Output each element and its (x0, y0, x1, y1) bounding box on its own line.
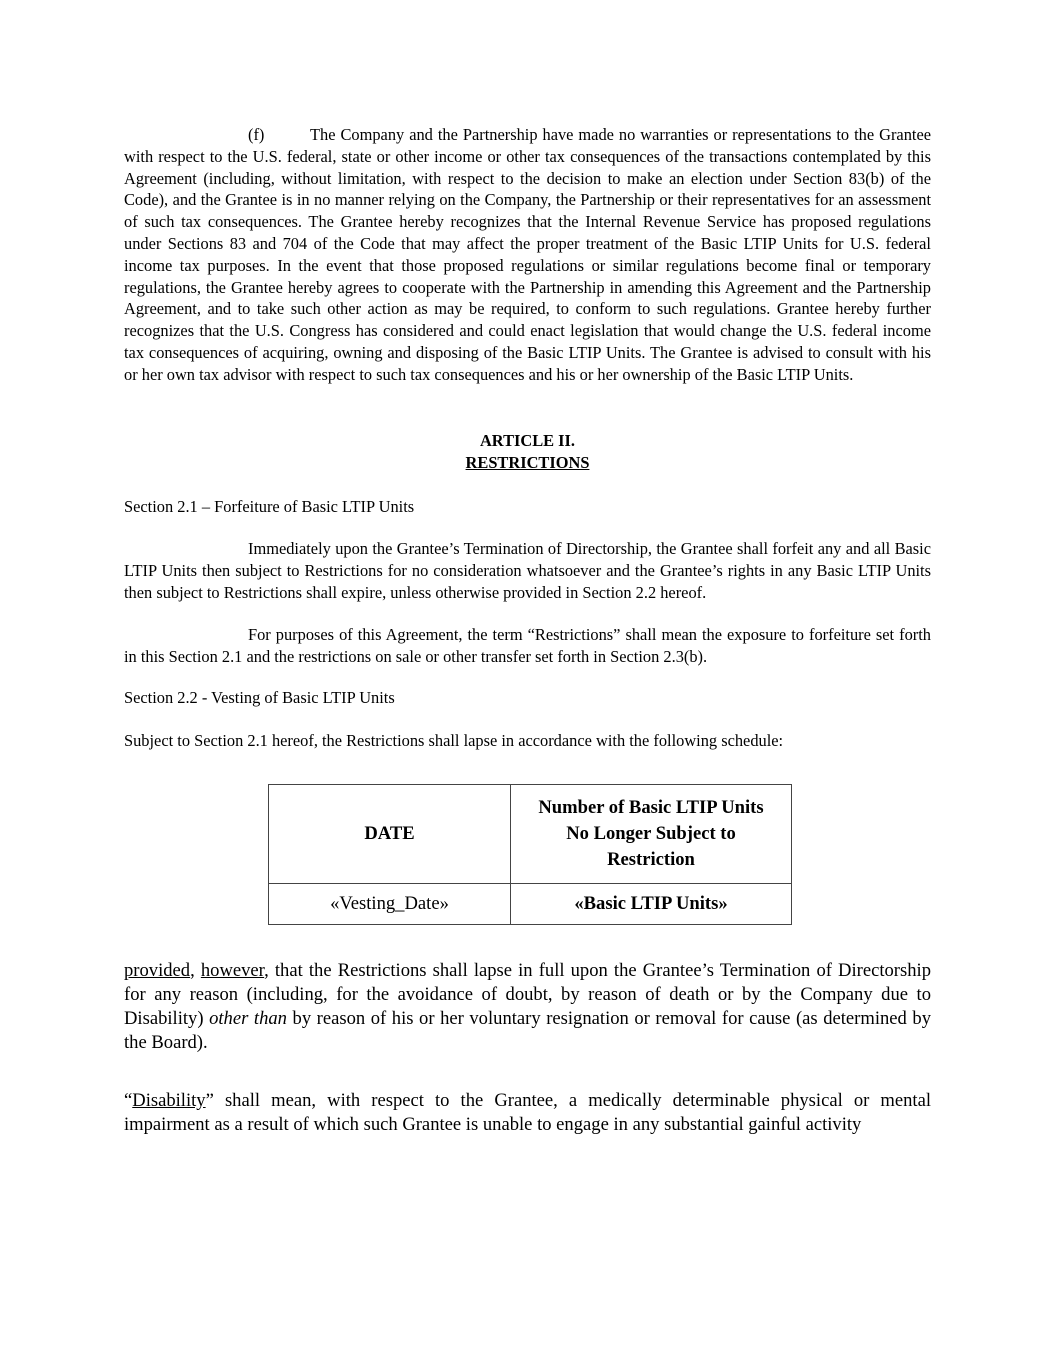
proviso-however: however (200, 959, 265, 981)
paragraph-f (124, 124, 931, 386)
disability-open-quote: “ (124, 1089, 133, 1111)
vesting-schedule-table (268, 784, 792, 925)
proviso-provided: provided (124, 959, 191, 981)
section-2-1-paragraph-1: Immediately upon the Grantee’s Termination of Directorship, the Grantee shall forfeit any and all Basic LTIP Units then subject to Restrictions for no consideration whatsoever and the Grantee’s rights in any Basic LTIP Units then subject to Restrictions shall expire, unless otherwise provided in Section 2.2 hereof. (124, 539, 931, 602)
header-units-line-3: Restriction (607, 848, 695, 870)
header-date: DATE (269, 784, 511, 883)
header-units (511, 784, 792, 883)
section-2-1-paragraph-2: For purposes of this Agreement, the term “Restrictions” shall mean the exposure to forfeiture set forth in this Section 2.1 and the restrictions on sale or other transfer set forth in Section 2.3(b). (124, 624, 931, 666)
header-units-line-2: No Longer Subject to (566, 822, 736, 844)
proviso-sep: , (190, 959, 201, 981)
table-header-row (269, 784, 792, 883)
article-number: ARTICLE II. (479, 430, 576, 450)
disability-term: Disability (132, 1089, 206, 1111)
disability-text: ” shall mean, with respect to the Grantee, a medically determinable physical or mental impairment as a result of which such Grantee is unable to engage in any substantial gainful activity (124, 1089, 931, 1135)
proviso-italic: other than (209, 1007, 287, 1029)
proviso-text-b: by reason of his or her voluntary resignation or removal for cause (as determined by the Board). (124, 1007, 931, 1053)
article-title: RESTRICTIONS (465, 452, 590, 472)
disability-paragraph (124, 1089, 931, 1137)
section-2-1-heading: Section 2.1 – Forfeiture of Basic LTIP Units (124, 496, 415, 516)
header-units-line-1: Number of Basic LTIP Units (538, 796, 764, 818)
table-row (269, 883, 792, 924)
section-2-2-intro: Subject to Section 2.1 hereof, the Restrictions shall lapse in accordance with the following schedule: (124, 731, 784, 751)
section-2-2-heading: Section 2.2 - Vesting of Basic LTIP Units (124, 688, 395, 708)
cell-vesting-date: «Vesting_Date» (269, 883, 511, 924)
paragraph-f-marker: (f) (248, 125, 265, 144)
cell-basic-ltip-units: «Basic LTIP Units» (511, 883, 792, 924)
proviso-paragraph (124, 959, 931, 1055)
proviso-text-a: , that the Restrictions shall lapse in full upon the Grantee’s Termination of Directorship for any reason (including, for the avoidance of doubt, by reason of death or by the Company due to Disability) (124, 959, 931, 1029)
paragraph-f-text: The Company and the Partnership have made no warranties or representations to the Grantee with respect to the U.S. federal, state or other income or other tax consequences of the transactions contemplated by this Agreement (including, without limitation, with respect to the decision to make an election under Section 83(b) of the Code), and the Grantee is in no manner relying on the Company, the Partnership or their representatives for an assessment of such tax consequences. The Grantee hereby recognizes that the Internal Revenue Service has proposed regulations under Sections 83 and 704 of the Code that may affect the proper treatment of the Basic LTIP Units for U.S. federal income tax purposes. In the event that those proposed regulations or similar regulations become final or temporary regulations, the Grantee hereby agrees to cooperate with the Partnership in amending this Agreement and the Partnership Agreement, and to take such other action as may be required, to conform to such regulations. Grantee hereby further recognizes that the U.S. Congress has considered and could enact legislation that would change the U.S. federal income tax consequences of acquiring, owning and disposing of the Basic LTIP Units. The Grantee is advised to consult with his or her own tax advisor with respect to such tax consequences and his or her ownership of the Basic LTIP Units. (124, 125, 931, 384)
document-body (124, 124, 931, 1137)
